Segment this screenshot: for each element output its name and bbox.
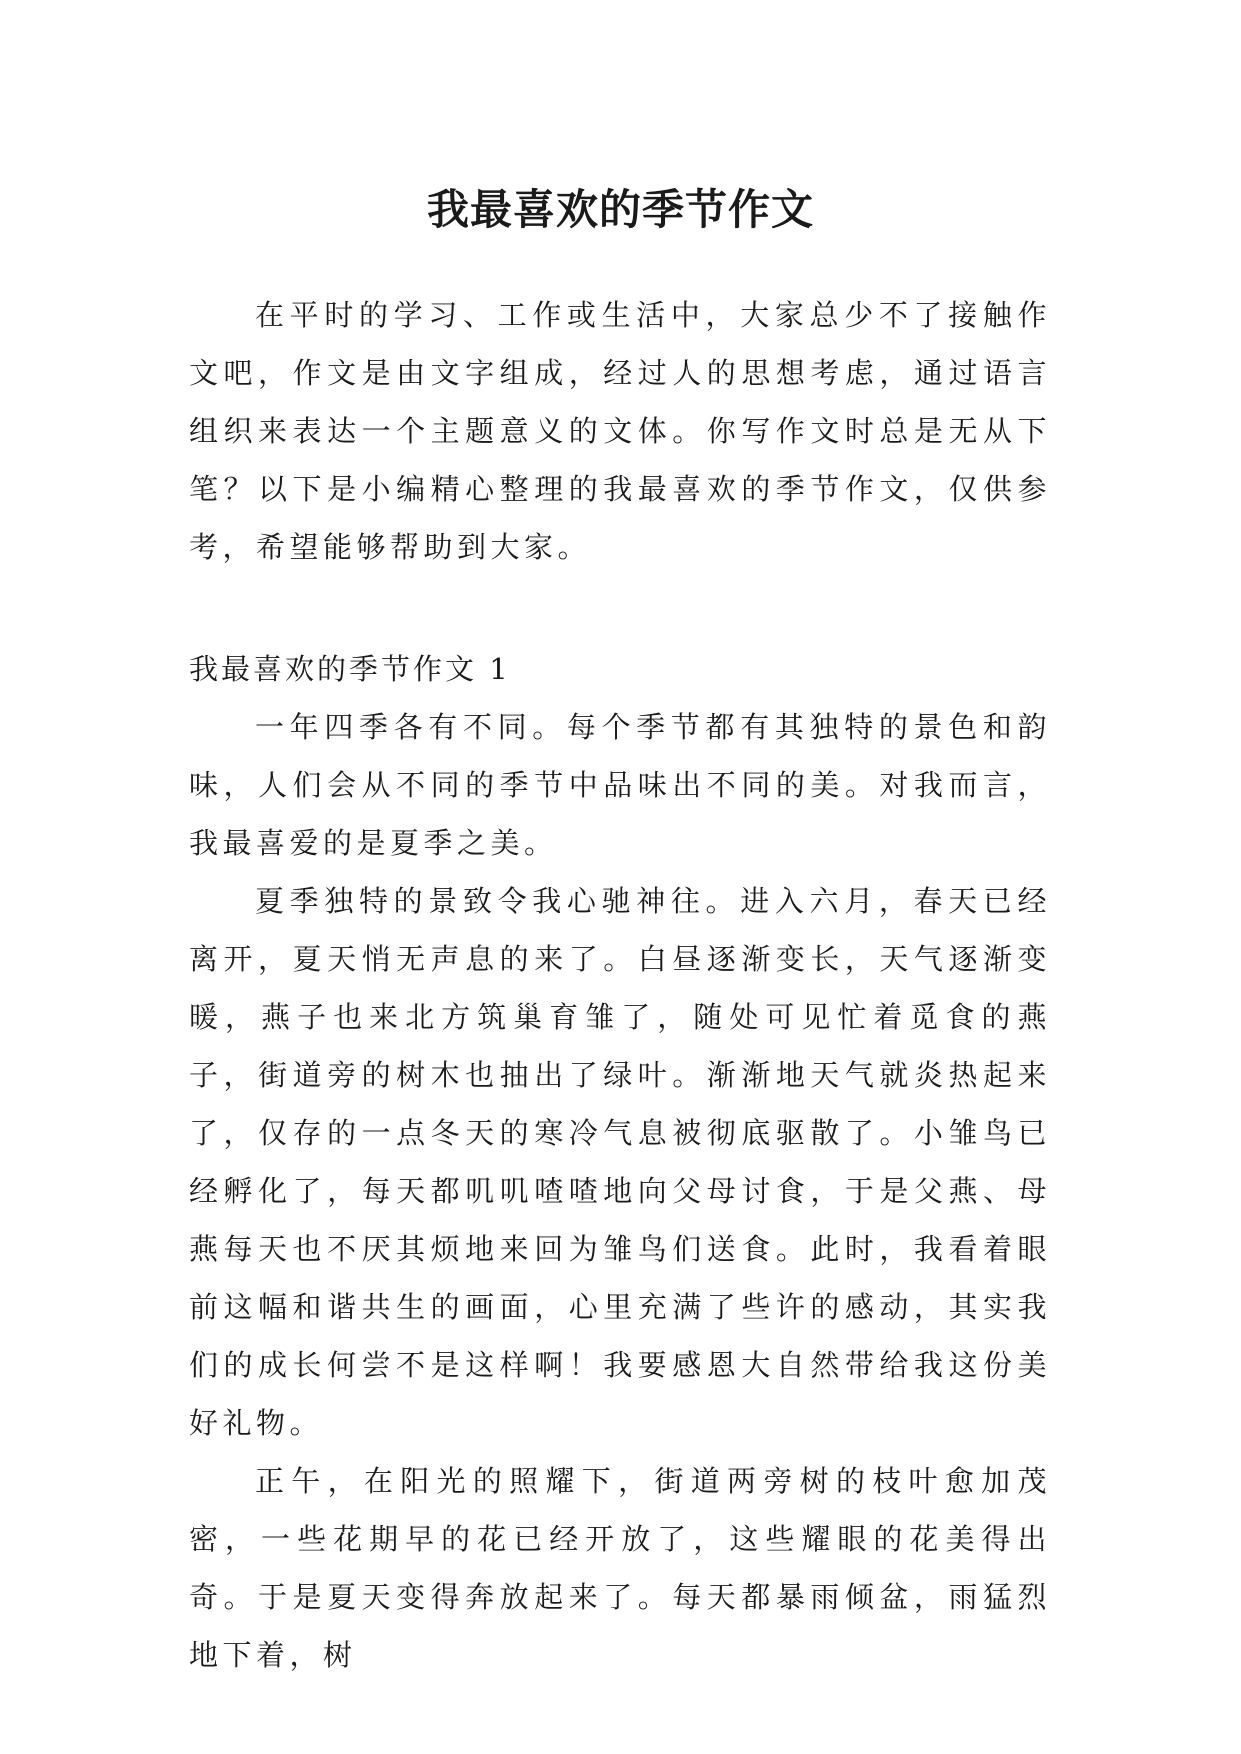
body-paragraph-2: 夏季独特的景致令我心驰神往。进入六月，春天已经离开，夏天悄无声息的来了。白昼逐渐变长，天气逐渐变暖，燕子也来北方筑巢育雏了，随处可见忙着觅食的燕子，街道旁的树木也抽出了绿叶。渐渐地天气就炎热起来了，仅存的一点冬天的寒冷气息被彻底驱散了。小雏鸟已经孵化了，每天都叽叽喳喳地向父母讨食，于是父燕、母燕每天也不厌其烦地来回为雏鸟们送食。此时，我看着眼前这幅和谐共生的画面，心里充满了些许的感动，其实我们的成长何尝不是这样啊！我要感恩大自然带给我这份美好礼物。 (189, 884, 1051, 1440)
body-paragraph-3: 正午，在阳光的照耀下，街道两旁树的枝叶愈加茂密，一些花期早的花已经开放了，这些耀眼的花美得出奇。于是夏天变得奔放起来了。每天都暴雨倾盆，雨猛烈地下着，树 (189, 1464, 1051, 1672)
body-paragraph-1: 一年四季各有不同。每个季节都有其独特的景色和韵味，人们会从不同的季节中品味出不同的美。对我而言，我最喜爱的是夏季之美。 (189, 710, 1051, 860)
section-heading: 我最喜欢的季节作文 1 (189, 652, 511, 686)
intro-block (189, 286, 1051, 576)
document-title: 我最喜欢的季节作文 (426, 185, 814, 235)
intro-paragraph: 在平时的学习、工作或生活中，大家总少不了接触作文吧，作文是由文字组成，经过人的思想考虑，通过语言组织来表达一个主题意义的文体。你写作文时总是无从下笔？以下是小编精心整理的我最喜欢的季节作文，仅供参考，希望能够帮助到大家。 (189, 298, 1051, 564)
essay-section-1 (189, 640, 1051, 1684)
